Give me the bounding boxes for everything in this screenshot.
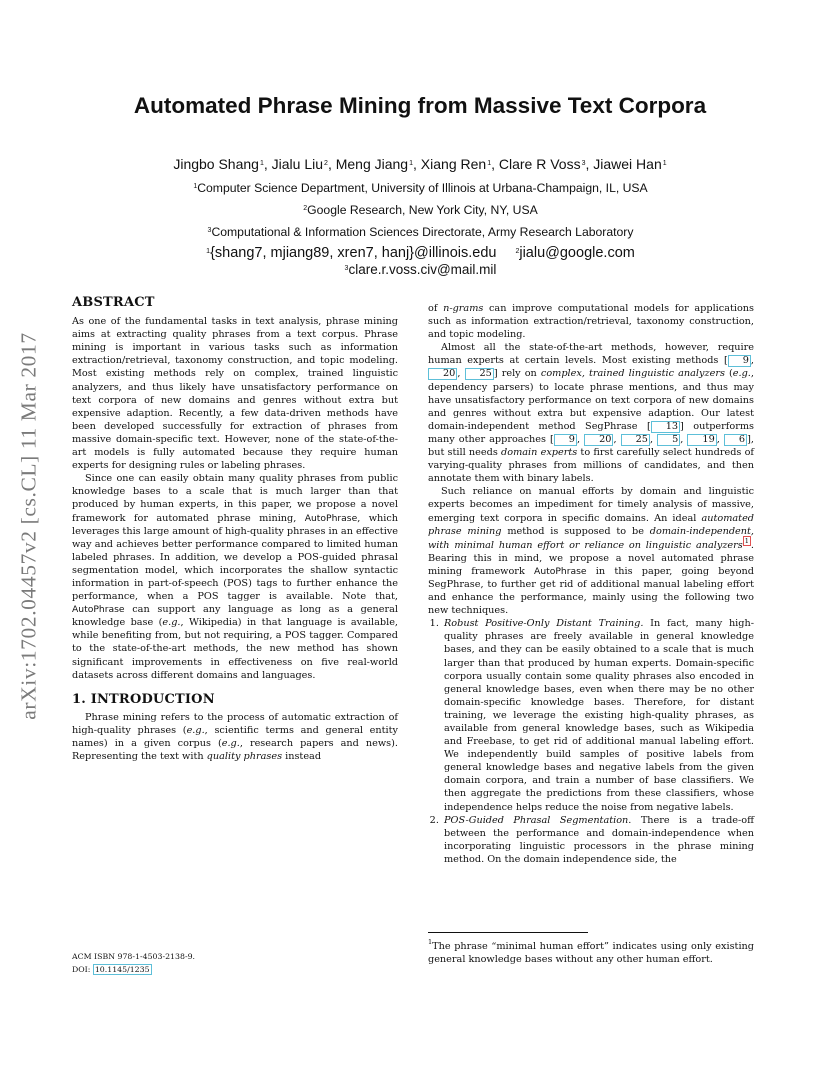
author-name: Xiang Ren [420, 156, 487, 172]
autophrase-name: AutoPhrase [534, 565, 587, 577]
citation-link[interactable]: 9 [728, 355, 751, 367]
footnote-1 [428, 936, 754, 966]
text-run: outperforms many other approaches [428, 420, 754, 445]
author-affil-mark: 1 [409, 160, 414, 167]
affil-mark: 2 [303, 205, 308, 212]
text-run: Phrase mining refers to the process of automatic extraction of high-quality phrases ( [72, 711, 398, 736]
autophrase-name: AutoPhrase [304, 512, 358, 524]
right-paragraph-2 [428, 485, 754, 617]
abstract-paragraph-2 [72, 472, 398, 682]
emphasis: e.g. [162, 617, 181, 629]
affil-text: Computer Science Department, University of Illinois at Urbana-Champaign, IL, USA [197, 181, 648, 195]
affil-mark: 3 [207, 227, 212, 234]
technique-list [428, 617, 754, 866]
technique-title: POS-Guided Phrasal Segmentation. [444, 814, 632, 826]
list-item [442, 814, 754, 866]
technique-title: Robust Positive-Only Distant Training. [444, 618, 644, 630]
citation-link[interactable]: 19 [687, 434, 716, 446]
text-run: , but still needs [428, 433, 754, 459]
affiliation-1 [60, 181, 780, 195]
author-name: Jingbo Shang [173, 156, 259, 172]
author-affil-mark: 1 [487, 160, 492, 167]
arxiv-stamp [10, 294, 48, 758]
author-affil-mark: 1 [259, 160, 264, 167]
footnote-link[interactable]: 1 [744, 536, 749, 545]
autophrase-name: AutoPhrase [72, 604, 125, 616]
paper-title: Automated Phrase Mining from Massive Text Corpora [133, 93, 707, 118]
introduction-heading: 1. INTRODUCTION [72, 691, 215, 707]
isbn-line: ACM ISBN 978-1-4503-2138-9. [72, 952, 196, 961]
email-line-2 [60, 262, 780, 277]
emphasis: e.g. [221, 738, 240, 749]
text-run: , research papers and news). Representing the text with [72, 738, 398, 763]
citation-link[interactable]: 25 [621, 434, 650, 446]
abstract-heading: ABSTRACT [72, 295, 155, 310]
email-mark: 2 [515, 248, 520, 255]
affil-mark: 1 [193, 183, 198, 190]
text-run: ( [724, 368, 733, 380]
text-run: in this paper, going beyond SegPhrase, to further get rid of additional manual labeling effort and enhance the performance, mainly using the following two new techniques. [428, 565, 754, 617]
footnote-mark: 1 [428, 938, 433, 946]
right-paragraph-0 [428, 302, 754, 341]
email-mark: 3 [344, 265, 349, 272]
text-run: Since one can easily obtain many quality phrases from public knowledge bases to a scale that is much larger than that produced by human experts, in this paper, we propose a novel framework for automated phrase mining, [72, 473, 398, 524]
text-run: can support any language as long as a general knowledge base ( [72, 604, 398, 629]
citation-link[interactable]: 25 [465, 368, 494, 380]
text-run: Almost all the state-of-the-art methods, however, require human experts at certain levels. Most existing methods [428, 342, 754, 367]
right-column [428, 302, 754, 866]
email-mark: 1 [206, 248, 211, 255]
email-illinois: {shang7, mjiang89, xren7, hanj}@illinois.edu [210, 245, 497, 261]
abstract-paragraph-1: As one of the fundamental tasks in text analysis, phrase mining aims at extracting quality phrases from a text corpus. Phrase mining is important in various tasks such as information extraction/retrieval, taxonomy construction, and topic modeling. Most existing methods rely on complex, trained linguistic analyzers, and thus likely have unsatisfactory performance on text corpora of new domains and genres without extra but expensive adaption. Recently, a few data-driven methods have been developed successfully for extraction of phrases from massive domain-specific text. However, none of the state-of-the-art models is fully automated because they require human experts for designing rules or labeling phrases. [72, 316, 398, 472]
text-run: of [428, 303, 444, 314]
author-affil-mark: 2 [324, 160, 328, 167]
text-run: instead [282, 751, 322, 763]
text-run: There is a trade-off between the performance and domain-independence when incorporating linguistic processors in the phrase mining method. On the domain independence side, the [444, 814, 754, 865]
citation-link[interactable]: 6 [724, 434, 747, 446]
text-run: . Bearing this in mind, we propose a novel automated phrase mining framework [428, 539, 754, 577]
author-name: Clare R Voss [498, 156, 581, 172]
emphasis: complex, trained linguistic analyzers [540, 368, 725, 380]
citation-link[interactable]: 13 [651, 421, 680, 433]
email-google: jialu@google.com [519, 245, 635, 261]
text-run: , which leverages this large amount of high-quality phrases in an effective way and achieves better performance compared to limited human labeled phrases. In addition, we develop a POS-guided phrasal segmentation model, which incorporates the shallow syntactic information in part-of-speech (POS) tags to further enhance the performance, when a POS tagger is available. Note that, [72, 512, 398, 603]
text-run: In fact, many high-quality phrases are freely available in general knowledge bases, and they can be easily obtained to a scale that is much larger than that produced by human experts. Domain-specific corpora usually contain some quality phrases also encoded in general knowledge bases, even when there may be no other domain-specific knowledge bases. Therefore, for distant training, we leverage the existing high-quality phrases, as available from general knowledge bases, such as Wikipedia and Freebase, to get rid of additional manual labeling effort. We independently build samples of positive labels from general knowledge bases and negative labels from the given domain corpora, and train a number of base classifiers. We then aggregate the predictions from these classifiers, whose independence helps reduce the noise from negative labels. [444, 618, 754, 813]
left-column [72, 296, 398, 763]
emphasis: automated phrase mining [428, 512, 754, 537]
email-line [60, 245, 780, 261]
author-affil-mark: 1 [662, 160, 667, 167]
citation-link[interactable]: 5 [657, 434, 680, 446]
text-run: , dependency parsers) to locate phrase mentions, and thus may have unsatisfactory performance on text corpora of new domains and genres without extra but expensive adaption. Our latest domain-independent method SegPhrase [428, 368, 754, 432]
emphasis: domain experts [501, 447, 578, 459]
intro-paragraph-1 [72, 711, 398, 763]
footnote-divider [428, 932, 588, 933]
list-item [442, 617, 754, 813]
text-run: to first carefully select hundreds of varying-quality phrases from millions of candidates, and then annotate them with binary labels. [428, 447, 754, 485]
affil-text: Computational & Information Sciences Directorate, Army Research Laboratory [211, 225, 634, 239]
emphasis: e.g. [186, 724, 205, 736]
email-army: clare.r.voss.civ@mail.mil [348, 262, 497, 277]
text-run: Such reliance on manual efforts by domain and linguistic experts becomes an impediment for timely analysis of massive, emerging text corpora in specific domains. An ideal [428, 486, 754, 524]
text-run: , Wikipedia) in that language is available, while benefiting from, but not requiring, a POS tagger. Compared to the state-of-the-art methods, the new method has shown significant improvements in effectiveness on five real-world datasets across different domains and languages. [72, 617, 399, 681]
emphasis: n-grams [443, 303, 484, 314]
citation-link[interactable]: 9 [554, 434, 577, 446]
footnote-text: The phrase “minimal human effort” indicates using only existing general knowledge bases without any other human effort. [428, 941, 754, 965]
author-affil-mark: 3 [581, 160, 586, 167]
emphasis: quality phrases [206, 751, 283, 763]
right-paragraph-1: Almost all the state-of-the-art methods, however, require human experts at certain levels. Most existing methods [ 9 , 20 , 25 ] rely on complex, trained linguistic analyzers (e.g., dependency parsers) to locate phrase mentions, and thus may have unsatisfactory performance on text corpora of new domains and genres without extra but expensive adaption. Our latest domain-independent method SegPhrase [ 13 ] outperforms many other approaches [ 9 , 20 , 25 , 5 , 19 , 6 ], but still needs domain experts to first carefully select hundreds of varying-quality phrases from millions of candidates, and then annotate them with binary labels. [428, 342, 754, 485]
text-run: , scientific terms and general entity names) in a given corpus ( [72, 724, 398, 749]
author-list: Jingbo Shang$^1$, Jialu Liu$^2$, Meng Jiang$^1$, Xiang Ren$^1$, Clare R Voss$^3$, Jiawei Han$^1$ [173, 156, 667, 172]
doi-link[interactable]: 10.1145/1235 [94, 965, 150, 974]
publication-info [72, 950, 402, 976]
arxiv-stamp-text: arXiv:1702.04457v2 [cs.CL] 11 Mar 2017 [16, 332, 41, 720]
affiliation-2 [60, 203, 780, 217]
author-name: Jiawei Han [593, 156, 662, 172]
affiliation-3 [60, 225, 780, 239]
citation-link[interactable]: 20 [584, 434, 613, 446]
author-name: Jialu Liu [271, 156, 324, 172]
citation-link[interactable]: 20 [428, 368, 457, 380]
doi-label: DOI: [72, 965, 93, 974]
text-run: rely on [497, 368, 541, 380]
doi-line [72, 963, 402, 976]
emphasis: e.g. [732, 368, 751, 380]
author-name: Meng Jiang [335, 156, 409, 172]
affil-text: Google Research, New York City, NY, USA [307, 203, 538, 217]
text-run: method is supposed to be [501, 525, 650, 537]
text-run: can improve computational models for applications such as information extraction/retrieval, taxonomy construction, and topic modeling. [428, 303, 755, 341]
emphasis: domain-independent, with minimal human effort or reliance on linguistic analyzers [428, 525, 754, 551]
